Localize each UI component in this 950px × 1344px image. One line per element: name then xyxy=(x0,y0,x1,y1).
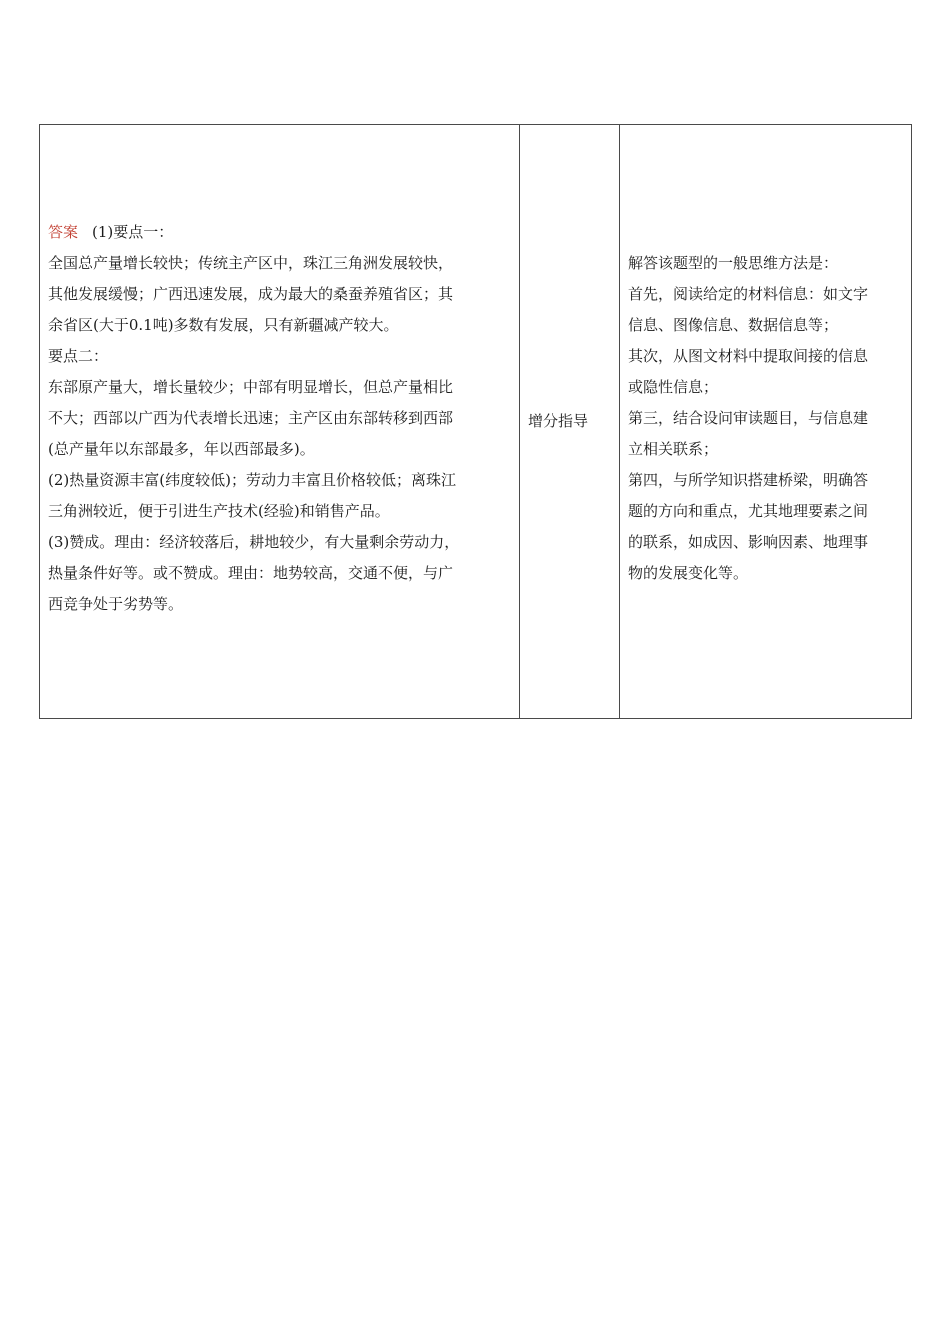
answer-line: (总产量年以东部最多，年以西部最多)。 xyxy=(48,440,315,458)
answer-line: 全国总产量增长较快；传统主产区中，珠江三角洲发展较快， xyxy=(48,254,454,272)
answer-line: 不大；西部以广西为代表增长迅速；主产区由东部转移到西部 xyxy=(48,409,454,427)
guide-line: 信息、图像信息、数据信息等； xyxy=(628,316,839,334)
answer-line: (2)热量资源丰富(纬度较低)；劳动力丰富且价格较低；离珠江 xyxy=(48,471,456,489)
answer-heading-line xyxy=(48,217,511,248)
guide-line: 的联系，如成因、影响因素、地理事 xyxy=(628,533,869,551)
guide-line: 物的发展变化等。 xyxy=(628,564,749,582)
answer-line: 东部原产量大，增长量较少；中部有明显增长，但总产量相比 xyxy=(48,378,454,396)
answer-line: (3)赞成。理由：经济较落后，耕地较少，有大量剩余劳动力， xyxy=(48,533,460,551)
answer-first-line: (1)要点一： xyxy=(92,223,174,241)
guide-cell xyxy=(620,125,912,719)
guide-content xyxy=(620,248,911,595)
answer-line: 余省区(大于0.1吨)多数有发展，只有新疆减产较大。 xyxy=(48,316,399,334)
label-cell xyxy=(520,125,620,719)
guide-line: 第三，结合设问审读题目，与信息建 xyxy=(628,409,869,427)
table-row xyxy=(40,125,912,719)
guide-line: 或隐性信息； xyxy=(628,378,719,396)
answer-cell xyxy=(40,125,520,719)
section-label: 增分指导 xyxy=(528,412,589,430)
answer-line: 其他发展缓慢；广西迅速发展，成为最大的桑蚕养殖省区；其 xyxy=(48,285,454,303)
answer-line: 西竞争处于劣势等。 xyxy=(48,595,184,613)
answer-line: 三角洲较近，便于引进生产技术(经验)和销售产品。 xyxy=(48,502,390,520)
answer-table xyxy=(39,124,912,719)
guide-line: 第四，与所学知识搭建桥梁，明确答 xyxy=(628,471,869,489)
answer-line: 热量条件好等。或不赞成。理由：地势较高，交通不便，与广 xyxy=(48,564,454,582)
guide-line: 其次，从图文材料中提取间接的信息 xyxy=(628,347,869,365)
guide-line: 解答该题型的一般思维方法是： xyxy=(628,254,839,272)
answer-line: 要点二： xyxy=(48,347,109,365)
guide-line: 首先，阅读给定的材料信息：如文字 xyxy=(628,285,869,303)
answer-content xyxy=(40,217,519,626)
answer-tag: 答案 xyxy=(48,223,79,241)
guide-line: 立相关联系； xyxy=(628,440,719,458)
guide-line: 题的方向和重点，尤其地理要素之间 xyxy=(628,502,869,520)
